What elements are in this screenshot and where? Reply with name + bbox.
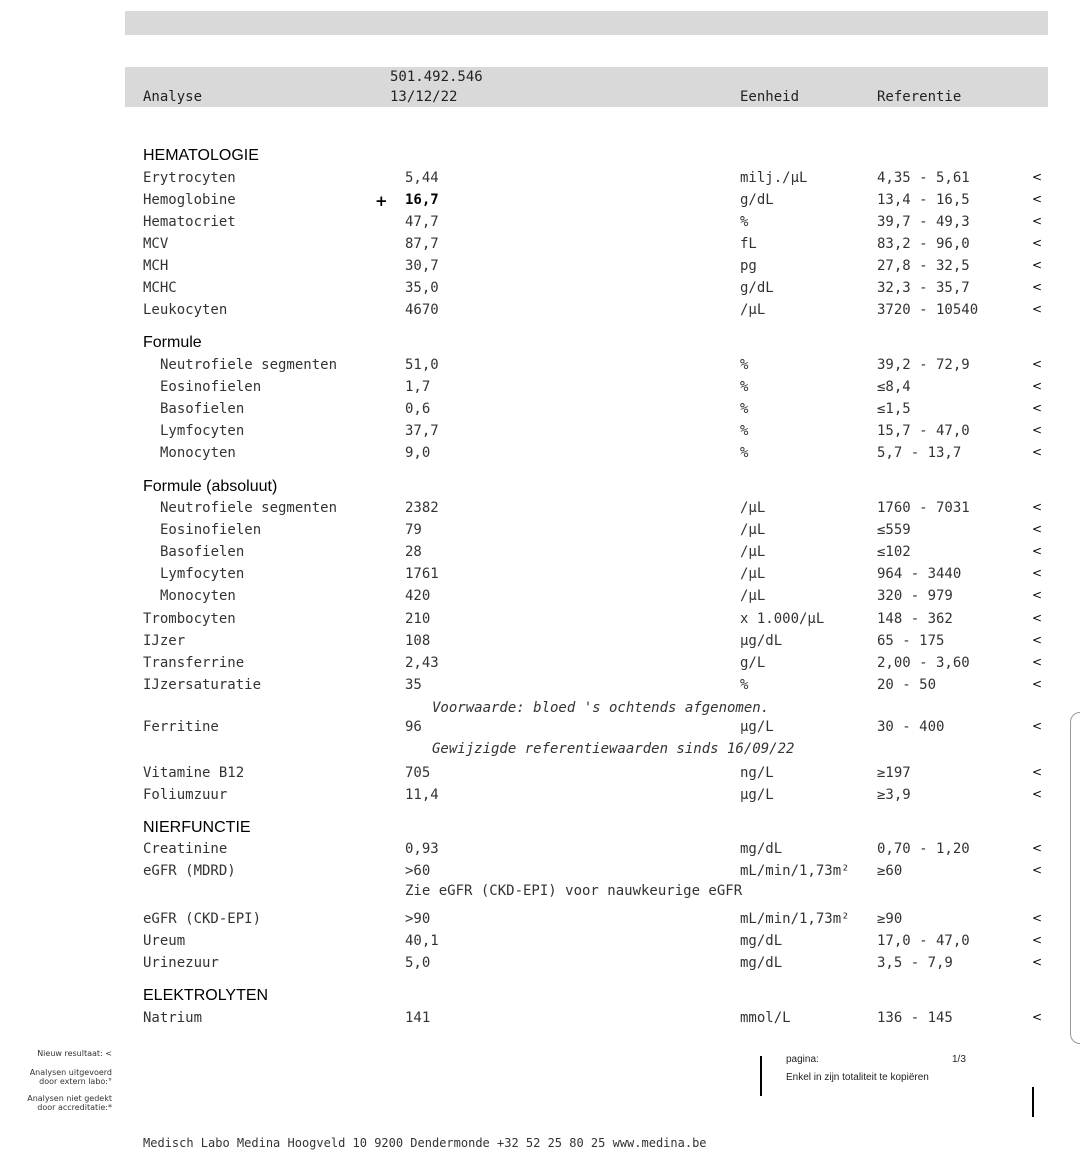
new-result-marker: < bbox=[1032, 236, 1043, 250]
reference-range: ≥90 bbox=[877, 911, 903, 927]
reference-range: 27,8 - 32,5 bbox=[877, 258, 970, 274]
analysis-name: Urinezuur bbox=[143, 955, 219, 971]
table-row bbox=[0, 611, 1080, 633]
result-unit: milj./µL bbox=[740, 170, 808, 186]
reference-range: ≥60 bbox=[877, 863, 903, 879]
analysis-name: Ferritine bbox=[143, 719, 219, 735]
note-gewijzigd: Gewijzigde referentiewaarden sinds 16/09/22 bbox=[432, 741, 795, 757]
new-result-marker: < bbox=[1032, 566, 1043, 580]
result-value: 5,0 bbox=[405, 955, 431, 971]
new-result-marker: < bbox=[1032, 863, 1043, 877]
result-value: 51,0 bbox=[405, 357, 439, 373]
reference-range: 15,7 - 47,0 bbox=[877, 423, 970, 439]
result-unit: mg/dL bbox=[740, 933, 783, 949]
table-row bbox=[0, 841, 1080, 863]
result-value: 96 bbox=[405, 719, 422, 735]
analysis-name: Erytrocyten bbox=[143, 170, 236, 186]
result-value: 35,0 bbox=[405, 280, 439, 296]
result-value: 210 bbox=[405, 611, 431, 627]
reference-range: 3720 - 10540 bbox=[877, 302, 979, 318]
result-value: 9,0 bbox=[405, 445, 431, 461]
result-unit: µg/dL bbox=[740, 633, 783, 649]
page-number: 1/3 bbox=[952, 1054, 966, 1065]
section-nierfunctie: NIERFUNCTIE bbox=[143, 819, 251, 836]
result-unit: µg/L bbox=[740, 787, 774, 803]
note-egfr: Zie eGFR (CKD-EPI) voor nauwkeurige eGFR bbox=[405, 883, 743, 899]
table-row bbox=[0, 933, 1080, 955]
result-value: 4670 bbox=[405, 302, 439, 318]
reference-range: 13,4 - 16,5 bbox=[877, 192, 970, 208]
analysis-name: Transferrine bbox=[143, 655, 245, 671]
new-result-marker: < bbox=[1032, 500, 1043, 514]
reference-range: 5,7 - 13,7 bbox=[877, 445, 962, 461]
result-unit: /µL bbox=[740, 544, 766, 560]
result-value: 11,4 bbox=[405, 787, 439, 803]
result-unit: % bbox=[740, 357, 749, 373]
table-row bbox=[0, 423, 1080, 445]
note-voorwaarde: Voorwaarde: bloed 's ochtends afgenomen. bbox=[432, 700, 770, 716]
analysis-name: Eosinofielen bbox=[160, 522, 262, 538]
new-result-marker: < bbox=[1032, 379, 1043, 393]
table-row bbox=[0, 765, 1080, 787]
table-row bbox=[0, 566, 1080, 588]
new-result-marker: < bbox=[1032, 280, 1043, 294]
table-header bbox=[125, 67, 1048, 107]
new-result-marker: < bbox=[1032, 522, 1043, 536]
result-value: 1,7 bbox=[405, 379, 431, 395]
analysis-name: Lymfocyten bbox=[160, 423, 245, 439]
result-unit: % bbox=[740, 379, 749, 395]
table-row bbox=[0, 258, 1080, 280]
reference-range: ≤102 bbox=[877, 544, 911, 560]
result-unit: % bbox=[740, 423, 749, 439]
header-analyse: Analyse bbox=[143, 89, 203, 105]
analysis-name: Natrium bbox=[143, 1010, 203, 1026]
result-value: >60 bbox=[405, 863, 431, 879]
result-unit: g/dL bbox=[740, 280, 774, 296]
result-unit: mL/min/1,73m² bbox=[740, 863, 850, 879]
result-unit: fL bbox=[740, 236, 757, 252]
result-value: 0,6 bbox=[405, 401, 431, 417]
analysis-name: Hematocriet bbox=[143, 214, 236, 230]
new-result-marker: < bbox=[1032, 677, 1043, 691]
reference-range: 17,0 - 47,0 bbox=[877, 933, 970, 949]
reference-range: 39,7 - 49,3 bbox=[877, 214, 970, 230]
result-value: 37,7 bbox=[405, 423, 439, 439]
table-row bbox=[0, 522, 1080, 544]
analysis-name: Basofielen bbox=[160, 401, 245, 417]
reference-range: 30 - 400 bbox=[877, 719, 945, 735]
new-result-marker: < bbox=[1032, 933, 1043, 947]
result-value: 1761 bbox=[405, 566, 439, 582]
reference-range: ≥197 bbox=[877, 765, 911, 781]
analysis-name: MCV bbox=[143, 236, 169, 252]
result-unit: mg/dL bbox=[740, 841, 783, 857]
analysis-name: Hemoglobine bbox=[143, 192, 236, 208]
reference-range: 32,3 - 35,7 bbox=[877, 280, 970, 296]
section-formule: Formule bbox=[143, 334, 202, 351]
table-row bbox=[0, 357, 1080, 379]
analysis-name: Leukocyten bbox=[143, 302, 228, 318]
section-hematologie: HEMATOLOGIE bbox=[143, 147, 259, 164]
result-unit: % bbox=[740, 445, 749, 461]
result-value: 30,7 bbox=[405, 258, 439, 274]
table-row bbox=[0, 1010, 1080, 1032]
table-row bbox=[0, 911, 1080, 933]
page-box-left-line bbox=[760, 1056, 762, 1096]
table-row bbox=[0, 955, 1080, 977]
new-result-marker: < bbox=[1032, 192, 1043, 206]
section-elektrolyten: ELEKTROLYTEN bbox=[143, 987, 269, 1004]
result-value: 2382 bbox=[405, 500, 439, 516]
reference-range: 964 - 3440 bbox=[877, 566, 962, 582]
reference-range: 2,00 - 3,60 bbox=[877, 655, 970, 671]
result-unit: mg/dL bbox=[740, 955, 783, 971]
new-result-marker: < bbox=[1032, 588, 1043, 602]
analysis-name: MCH bbox=[143, 258, 169, 274]
result-value: 87,7 bbox=[405, 236, 439, 252]
result-value: 16,7 bbox=[405, 192, 439, 208]
analysis-name: Neutrofiele segmenten bbox=[160, 357, 338, 373]
analysis-name: Vitamine B12 bbox=[143, 765, 245, 781]
new-result-marker: < bbox=[1032, 302, 1043, 316]
page-label: pagina: bbox=[786, 1054, 819, 1065]
new-result-marker: < bbox=[1032, 841, 1043, 855]
reference-range: ≤8,4 bbox=[877, 379, 911, 395]
table-row bbox=[0, 401, 1080, 423]
analysis-name: Basofielen bbox=[160, 544, 245, 560]
result-unit: % bbox=[740, 401, 749, 417]
result-unit: /µL bbox=[740, 302, 766, 318]
abnormal-flag: + bbox=[375, 192, 388, 210]
analysis-name: Ureum bbox=[143, 933, 186, 949]
analysis-name: Foliumzuur bbox=[143, 787, 228, 803]
reference-range: 148 - 362 bbox=[877, 611, 953, 627]
legend-new-result: Nieuw resultaat: < bbox=[37, 1049, 112, 1058]
table-row bbox=[0, 655, 1080, 677]
legend-not-accredited-1: Analysen niet gedekt bbox=[27, 1094, 112, 1103]
legend-external-2: door extern labo:° bbox=[39, 1077, 112, 1086]
reference-range: ≤1,5 bbox=[877, 401, 911, 417]
analysis-name: Monocyten bbox=[160, 445, 236, 461]
new-result-marker: < bbox=[1032, 258, 1043, 272]
table-row bbox=[0, 500, 1080, 522]
header-sample-id: 501.492.546 bbox=[390, 69, 483, 85]
analysis-name: IJzer bbox=[143, 633, 186, 649]
reference-range: 0,70 - 1,20 bbox=[877, 841, 970, 857]
analysis-name: Monocyten bbox=[160, 588, 236, 604]
table-row bbox=[0, 170, 1080, 192]
result-unit: g/dL bbox=[740, 192, 774, 208]
table-row bbox=[0, 302, 1080, 324]
result-value: 141 bbox=[405, 1010, 431, 1026]
result-value: 5,44 bbox=[405, 170, 439, 186]
result-unit: mL/min/1,73m² bbox=[740, 911, 850, 927]
reference-range: 320 - 979 bbox=[877, 588, 953, 604]
result-value: 28 bbox=[405, 544, 422, 560]
result-value: 0,93 bbox=[405, 841, 439, 857]
result-value: >90 bbox=[405, 911, 431, 927]
new-result-marker: < bbox=[1032, 423, 1043, 437]
result-unit: % bbox=[740, 214, 749, 230]
copy-note: Enkel in zijn totaliteit te kopiëren bbox=[786, 1072, 929, 1083]
new-result-marker: < bbox=[1032, 170, 1043, 184]
header-reference: Referentie bbox=[877, 89, 962, 105]
analysis-name: eGFR (CKD-EPI) bbox=[143, 911, 262, 927]
reference-range: 65 - 175 bbox=[877, 633, 945, 649]
reference-range: 4,35 - 5,61 bbox=[877, 170, 970, 186]
result-unit: pg bbox=[740, 258, 757, 274]
result-unit: /µL bbox=[740, 566, 766, 582]
new-result-marker: < bbox=[1032, 787, 1043, 801]
reference-range: 83,2 - 96,0 bbox=[877, 236, 970, 252]
new-result-marker: < bbox=[1032, 445, 1043, 459]
result-unit: g/L bbox=[740, 655, 766, 671]
reference-range: ≥3,9 bbox=[877, 787, 911, 803]
section-formule-absoluut: Formule (absoluut) bbox=[143, 478, 278, 495]
top-band bbox=[125, 11, 1048, 35]
table-row bbox=[0, 236, 1080, 258]
new-result-marker: < bbox=[1032, 719, 1043, 733]
new-result-marker: < bbox=[1032, 1010, 1043, 1024]
header-unit: Eenheid bbox=[740, 89, 800, 105]
page-box-right-line bbox=[1032, 1087, 1034, 1117]
result-value: 420 bbox=[405, 588, 431, 604]
result-unit: /µL bbox=[740, 588, 766, 604]
analysis-name: Neutrofiele segmenten bbox=[160, 500, 338, 516]
analysis-name: MCHC bbox=[143, 280, 177, 296]
result-value: 108 bbox=[405, 633, 431, 649]
new-result-marker: < bbox=[1032, 611, 1043, 625]
new-result-marker: < bbox=[1032, 214, 1043, 228]
result-unit: mmol/L bbox=[740, 1010, 791, 1026]
new-result-marker: < bbox=[1032, 655, 1043, 669]
new-result-marker: < bbox=[1032, 357, 1043, 371]
table-row bbox=[0, 719, 1080, 741]
reference-range: 20 - 50 bbox=[877, 677, 937, 693]
reference-range: 39,2 - 72,9 bbox=[877, 357, 970, 373]
table-row bbox=[0, 787, 1080, 809]
legend-not-accredited-2: door accreditatie:* bbox=[37, 1103, 112, 1112]
analysis-name: Eosinofielen bbox=[160, 379, 262, 395]
reference-range: ≤559 bbox=[877, 522, 911, 538]
result-unit: µg/L bbox=[740, 719, 774, 735]
result-unit: % bbox=[740, 677, 749, 693]
table-row bbox=[0, 863, 1080, 885]
new-result-marker: < bbox=[1032, 911, 1043, 925]
analysis-name: eGFR (MDRD) bbox=[143, 863, 236, 879]
result-value: 2,43 bbox=[405, 655, 439, 671]
table-row bbox=[0, 379, 1080, 401]
reference-range: 136 - 145 bbox=[877, 1010, 953, 1026]
table-row bbox=[0, 544, 1080, 566]
analysis-name: Creatinine bbox=[143, 841, 228, 857]
result-unit: /µL bbox=[740, 500, 766, 516]
table-row bbox=[0, 445, 1080, 467]
table-row bbox=[0, 677, 1080, 699]
table-row bbox=[0, 280, 1080, 302]
result-value: 705 bbox=[405, 765, 431, 781]
result-unit: ng/L bbox=[740, 765, 774, 781]
table-row bbox=[0, 214, 1080, 236]
table-row bbox=[0, 192, 1080, 214]
new-result-marker: < bbox=[1032, 765, 1043, 779]
new-result-marker: < bbox=[1032, 401, 1043, 415]
result-value: 40,1 bbox=[405, 933, 439, 949]
result-value: 35 bbox=[405, 677, 422, 693]
new-result-marker: < bbox=[1032, 633, 1043, 647]
new-result-marker: < bbox=[1032, 955, 1043, 969]
side-tab bbox=[1070, 712, 1080, 1044]
reference-range: 3,5 - 7,9 bbox=[877, 955, 953, 971]
legend-external-1: Analysen uitgevoerd bbox=[29, 1068, 112, 1077]
header-date: 13/12/22 bbox=[390, 89, 458, 105]
table-row bbox=[0, 588, 1080, 610]
analysis-name: IJzersaturatie bbox=[143, 677, 262, 693]
table-row bbox=[0, 633, 1080, 655]
new-result-marker: < bbox=[1032, 544, 1043, 558]
result-value: 79 bbox=[405, 522, 422, 538]
reference-range: 1760 - 7031 bbox=[877, 500, 970, 516]
result-unit: /µL bbox=[740, 522, 766, 538]
footer-contact: Medisch Labo Medina Hoogveld 10 9200 Dendermonde +32 52 25 80 25 www.medina.be bbox=[143, 1136, 707, 1150]
result-value: 47,7 bbox=[405, 214, 439, 230]
analysis-name: Trombocyten bbox=[143, 611, 236, 627]
result-unit: x 1.000/µL bbox=[740, 611, 825, 627]
analysis-name: Lymfocyten bbox=[160, 566, 245, 582]
